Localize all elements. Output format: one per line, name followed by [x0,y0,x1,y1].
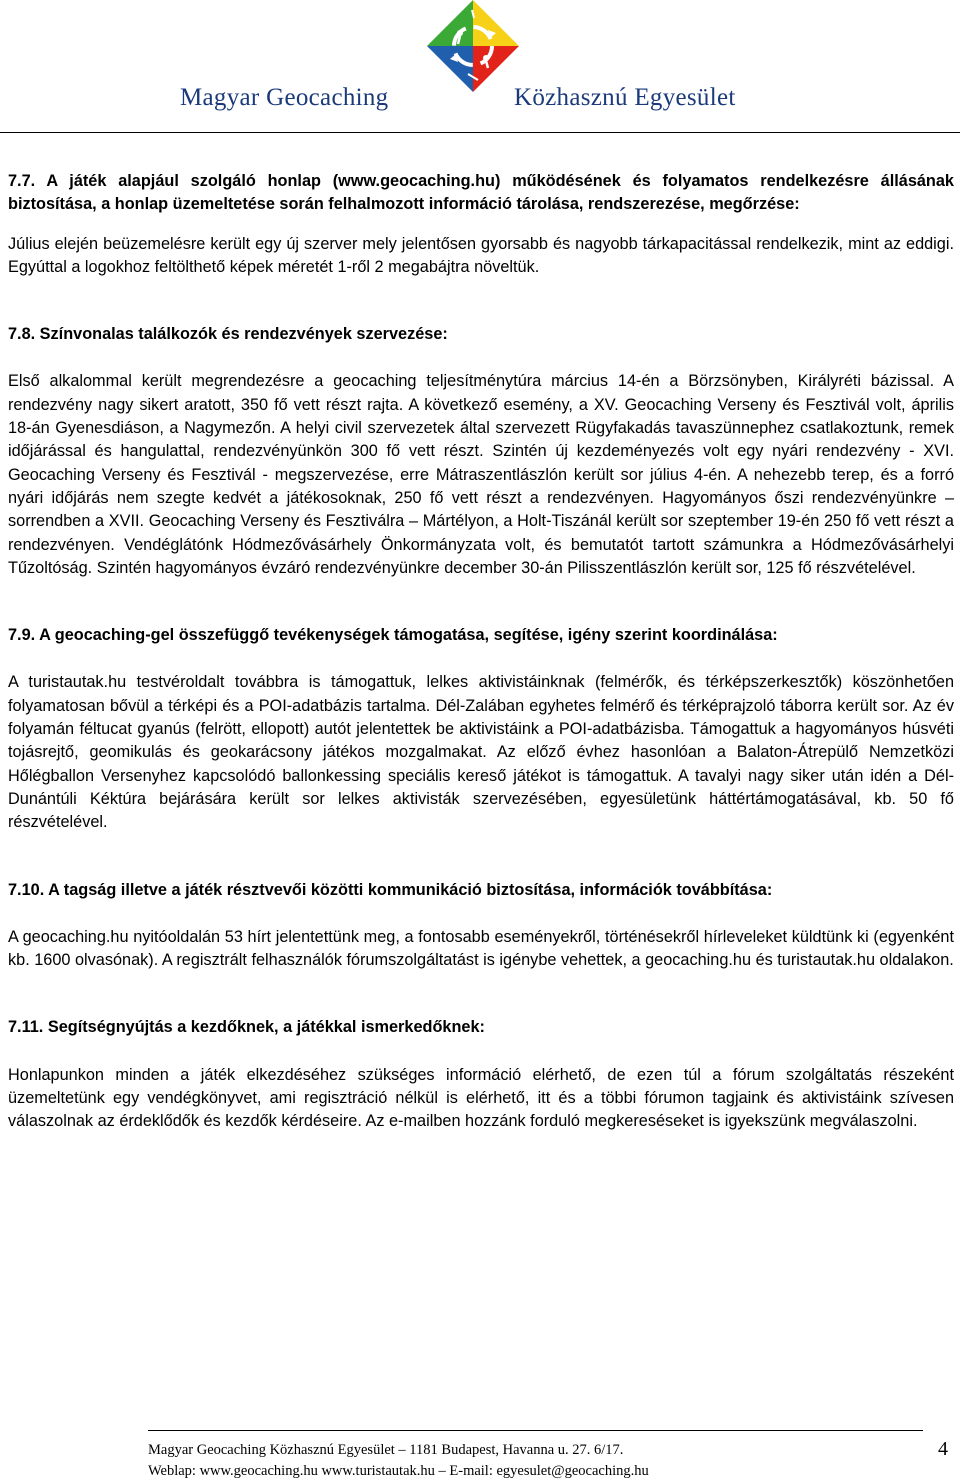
section-7-11 [8,1016,954,1133]
organization-logo-icon [408,0,538,92]
section-paragraph: Július elején beüzemelésre került egy új szerver mely jelentősen gyorsabb és nagyobb tárkapacitással rendelkezik, mint az eddigi. Egyúttal a logokhoz feltölthető képek méretét 1-ről 2 megabájtra növeltük. [8,234,954,276]
section-7-7 [8,170,954,279]
page-header [0,0,960,140]
footer-contacts: Weblap: www.geocaching.hu www.turistautak.hu – E-mail: egyesulet@geocaching.hu [148,1463,649,1479]
section-paragraph: Első alkalommal került megrendezésre a geocaching teljesítménytúra március 14-én a Börzsönyben, Királyréti bázissal. A rendezvény nagy sikert aratott, 350 fő vett részt rajta. A következő esemény, a XV. Geocaching Verseny és Fesztivál volt, április 18-án Gyenesdiáson, a Nagymezőn. A helyi civil szervezetek által szervezett Rügyfakadás tavaszünnephez csatlakoztunk, remek időjárással és hangulattal, rendezvényünkön 300 fő vett részt. Szintén új kezdeményezés volt egy nyári rendezvény - XVI. Geocaching Verseny és Fesztivál - megszervezése, erre Mátraszentlászlón került sor július 4-én. A nehezebb terep, és a forró nyári időjárás nem szegte kedvét a játékosoknak, 250 fő vett részt a rendezvényen. Hagyományos őszi rendezvényünkre – sorrendben a XVII. Geocaching Verseny és Fesztiválra – Mártélyon, a Holt-Tiszánál került sor szeptember 19-én 250 fő vett részt a rendezvényen. Vendéglátónk Hódmezővásárhely Önkormányzata volt, és bemutatót tartott számunkra a Hódmezővásárhelyi Tűzoltóság. Szintén hagyományos évzáró rendezvényünkre december 30-án Pilisszentlászlón került sor, 125 fő részvételével. [8,372,954,577]
section-heading: 7.9. A geocaching-gel összefüggő tevékenységek támogatása, segítése, igény szerint koordinálása: [8,626,778,645]
section-heading: 7.7. A játék alapjául szolgáló honlap (www.geocaching.hu) működésének és folyamatos rendelkezésre állásának biztosítása, a honlap üzemeltetése során felhalmozott információ tárolása, rendszerezése, megőrzése: [8,172,954,214]
document-body [8,170,954,1134]
organization-name-left: Magyar Geocaching [180,84,389,111]
section-paragraph: A turistautak.hu testvéroldalt továbbra is támogattuk, lelkes aktivistáinknak (felmérők, és térképszerkesztők) köszönhetően folyamatosan bővül a térképi és a POI-adatbázis tartalma. Dél-Zalában egyhetes felmérő és térképrajzoló táborra került sor. Az év folyamán féltucat gyanús (felrött, ellopott) autót jelentettek be aktivistáink a POI-adatbázisba. Támogattuk a hagyományos húsvéti tojásrejtő, geomikulás és geokarácsony játékos mozgalmakat. Az előző évhez hasonlóan a Balaton-Átrepülő Nemzetközi Hőlégballon Versenyhez kapcsolódó ballonkessing speciális kereső játékot is támogattuk. A tavalyi nagy siker után idén a Dél-Dunántúli Kéktúra bejárására került sor lelkes aktivisták szervezésében, egyesületünk háttértámogatásával, kb. 50 fő részvételével. [8,673,954,832]
footer-divider [148,1430,923,1431]
footer-address: Magyar Geocaching Közhasznú Egyesület – 1181 Budapest, Havanna u. 27. 6/17. [148,1442,624,1458]
section-paragraph: A geocaching.hu nyitóoldalán 53 hírt jelentettünk meg, a fontosabb eseményekről, történésekről hírleveleket küldtünk ki (egyenként kb. 1600 olvasónak). A regisztrált felhasználók fórumszolgáltatást is igénybe vehettek, a geocaching.hu és turistautak.hu oldalakon. [8,927,954,970]
section-7-9 [8,624,954,834]
section-7-8 [8,323,954,580]
section-heading: 7.10. A tagság illetve a játék résztvevői közötti kommunikáció biztosítása, információk továbbítása: [8,880,773,899]
page-number: 4 [938,1438,948,1460]
header-divider [0,132,960,133]
section-7-10 [8,879,954,973]
section-heading: 7.8. Színvonalas találkozók és rendezvények szervezése: [8,325,448,344]
organization-name-right: Közhasznú Egyesület [514,84,736,111]
page-footer [0,1430,960,1482]
section-heading: 7.11. Segítségnyújtás a kezdőknek, a játékkal ismerkedőknek: [8,1018,485,1037]
section-paragraph: Honlapunkon minden a játék elkezdéséhez szükséges információ elérhető, de ezen túl a fórum szolgáltatás részeként üzemeltetünk egy vendégkönyvet, ami regisztráció nélkül is elérhető, itt és a többi fórumon tagjaink és aktivistáink szívesen válaszolnak az érdeklődők és kezdők kérdéseire. Az e-mailben hozzánk forduló megkereséseket is igyekszünk megválaszolni. [8,1065,954,1131]
